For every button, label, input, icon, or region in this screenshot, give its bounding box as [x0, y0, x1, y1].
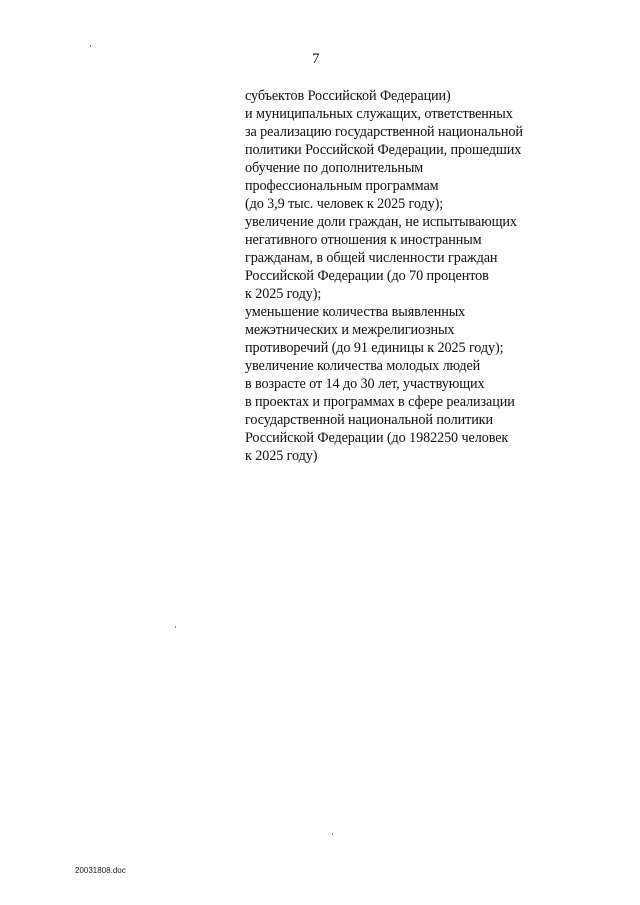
scan-speck [90, 45, 91, 47]
text-line: Российской Федерации (до 1982250 человек [245, 430, 509, 446]
scan-speck [175, 626, 176, 628]
body-text [245, 87, 565, 465]
text-line: обучение по дополнительным [245, 160, 424, 176]
text-line: в возрасте от 14 до 30 лет, участвующих [245, 376, 485, 392]
scan-speck [332, 833, 333, 835]
text-line: в проектах и программах в сфере реализации [245, 394, 515, 410]
text-line: (до 3,9 тыс. человек к 2025 году); [245, 196, 444, 212]
text-line: противоречий (до 91 единицы к 2025 году); [245, 340, 504, 356]
text-line: к 2025 году) [245, 448, 318, 464]
text-line: уменьшение количества выявленных [245, 304, 466, 320]
text-line: за реализацию государственной национальной [245, 124, 523, 140]
page-number: 7 [312, 51, 320, 67]
text-line: субъектов Российской Федерации) [245, 88, 451, 104]
text-line: увеличение доли граждан, не испытывающих [245, 214, 517, 230]
text-line: и муниципальных служащих, ответственных [245, 106, 513, 122]
text-line: гражданам, в общей численности граждан [245, 250, 498, 266]
text-line: увеличение количества молодых людей [245, 358, 481, 374]
text-line: межэтнических и межрелигиозных [245, 322, 455, 338]
footer-doc-code: 20031808.doc [75, 866, 126, 875]
text-line: к 2025 году); [245, 286, 322, 302]
text-line: Российской Федерации (до 70 процентов [245, 268, 489, 284]
text-line: политики Российской Федерации, прошедших [245, 142, 522, 158]
text-line: государственной национальной политики [245, 412, 493, 428]
text-line: профессиональным программам [245, 178, 439, 194]
text-line: негативного отношения к иностранным [245, 232, 482, 248]
